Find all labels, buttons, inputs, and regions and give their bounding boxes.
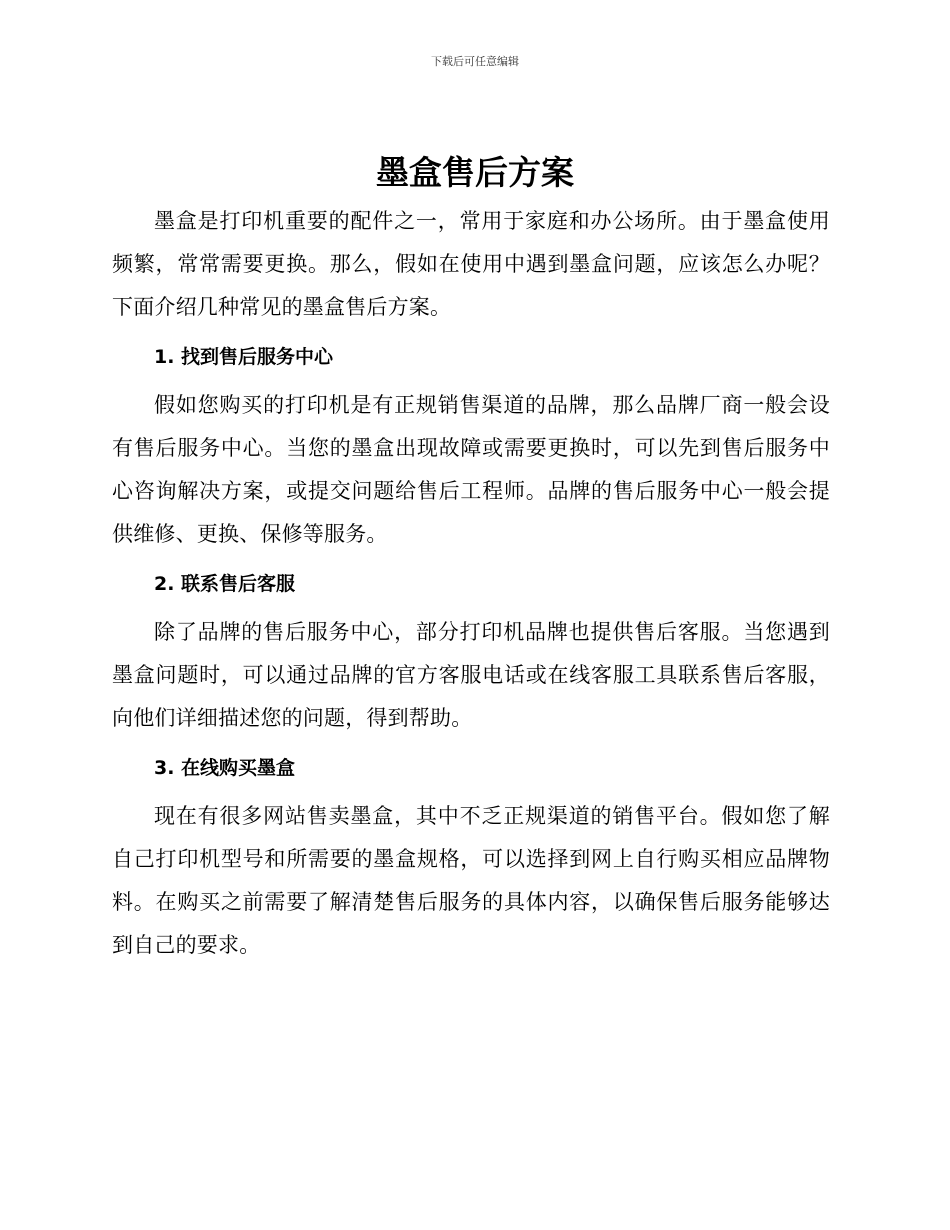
document-title: 墨盒售后方案	[376, 153, 574, 192]
section-body-online-purchase: 现在有很多网站售卖墨盒，其中不乏正规渠道的销售平台。假如您了解自己打印机型号和所需要的墨盒规格，可以选择到网上自行购买相应品牌物料。在购买之前需要了解清楚售后服务的具体内容，以确保售后服务能够达到自己的要求。	[112, 804, 830, 957]
intro-paragraph: 墨盒是打印机重要的配件之一，常用于家庭和办公场所。由于墨盒使用频繁，常常需要更换。那么，假如在使用中遇到墨盒问题，应该怎么办呢？下面介绍几种常见的墨盒售后方案。	[112, 209, 830, 319]
document-body	[112, 200, 830, 967]
section-heading-service-center: 1. 找到售后服务中心	[154, 346, 334, 368]
header-note: 下载后可任意编辑	[431, 55, 519, 68]
section-body-customer-service: 除了品牌的售后服务中心，部分打印机品牌也提供售后客服。当您遇到墨盒问题时，可以通过品牌的官方客服电话或在线客服工具联系售后客服，向他们详细描述您的问题，得到帮助。	[112, 620, 830, 730]
section-heading-customer-service: 2. 联系售后客服	[154, 573, 296, 595]
section-body-service-center: 假如您购买的打印机是有正规销售渠道的品牌，那么品牌厂商一般会设有售后服务中心。当您的墨盒出现故障或需要更换时，可以先到售后服务中心咨询解决方案，或提交问题给售后工程师。品牌的售后服务中心一般会提供维修、更换、保修等服务。	[112, 393, 830, 546]
section-heading-online-purchase: 3. 在线购买墨盒	[154, 757, 296, 779]
